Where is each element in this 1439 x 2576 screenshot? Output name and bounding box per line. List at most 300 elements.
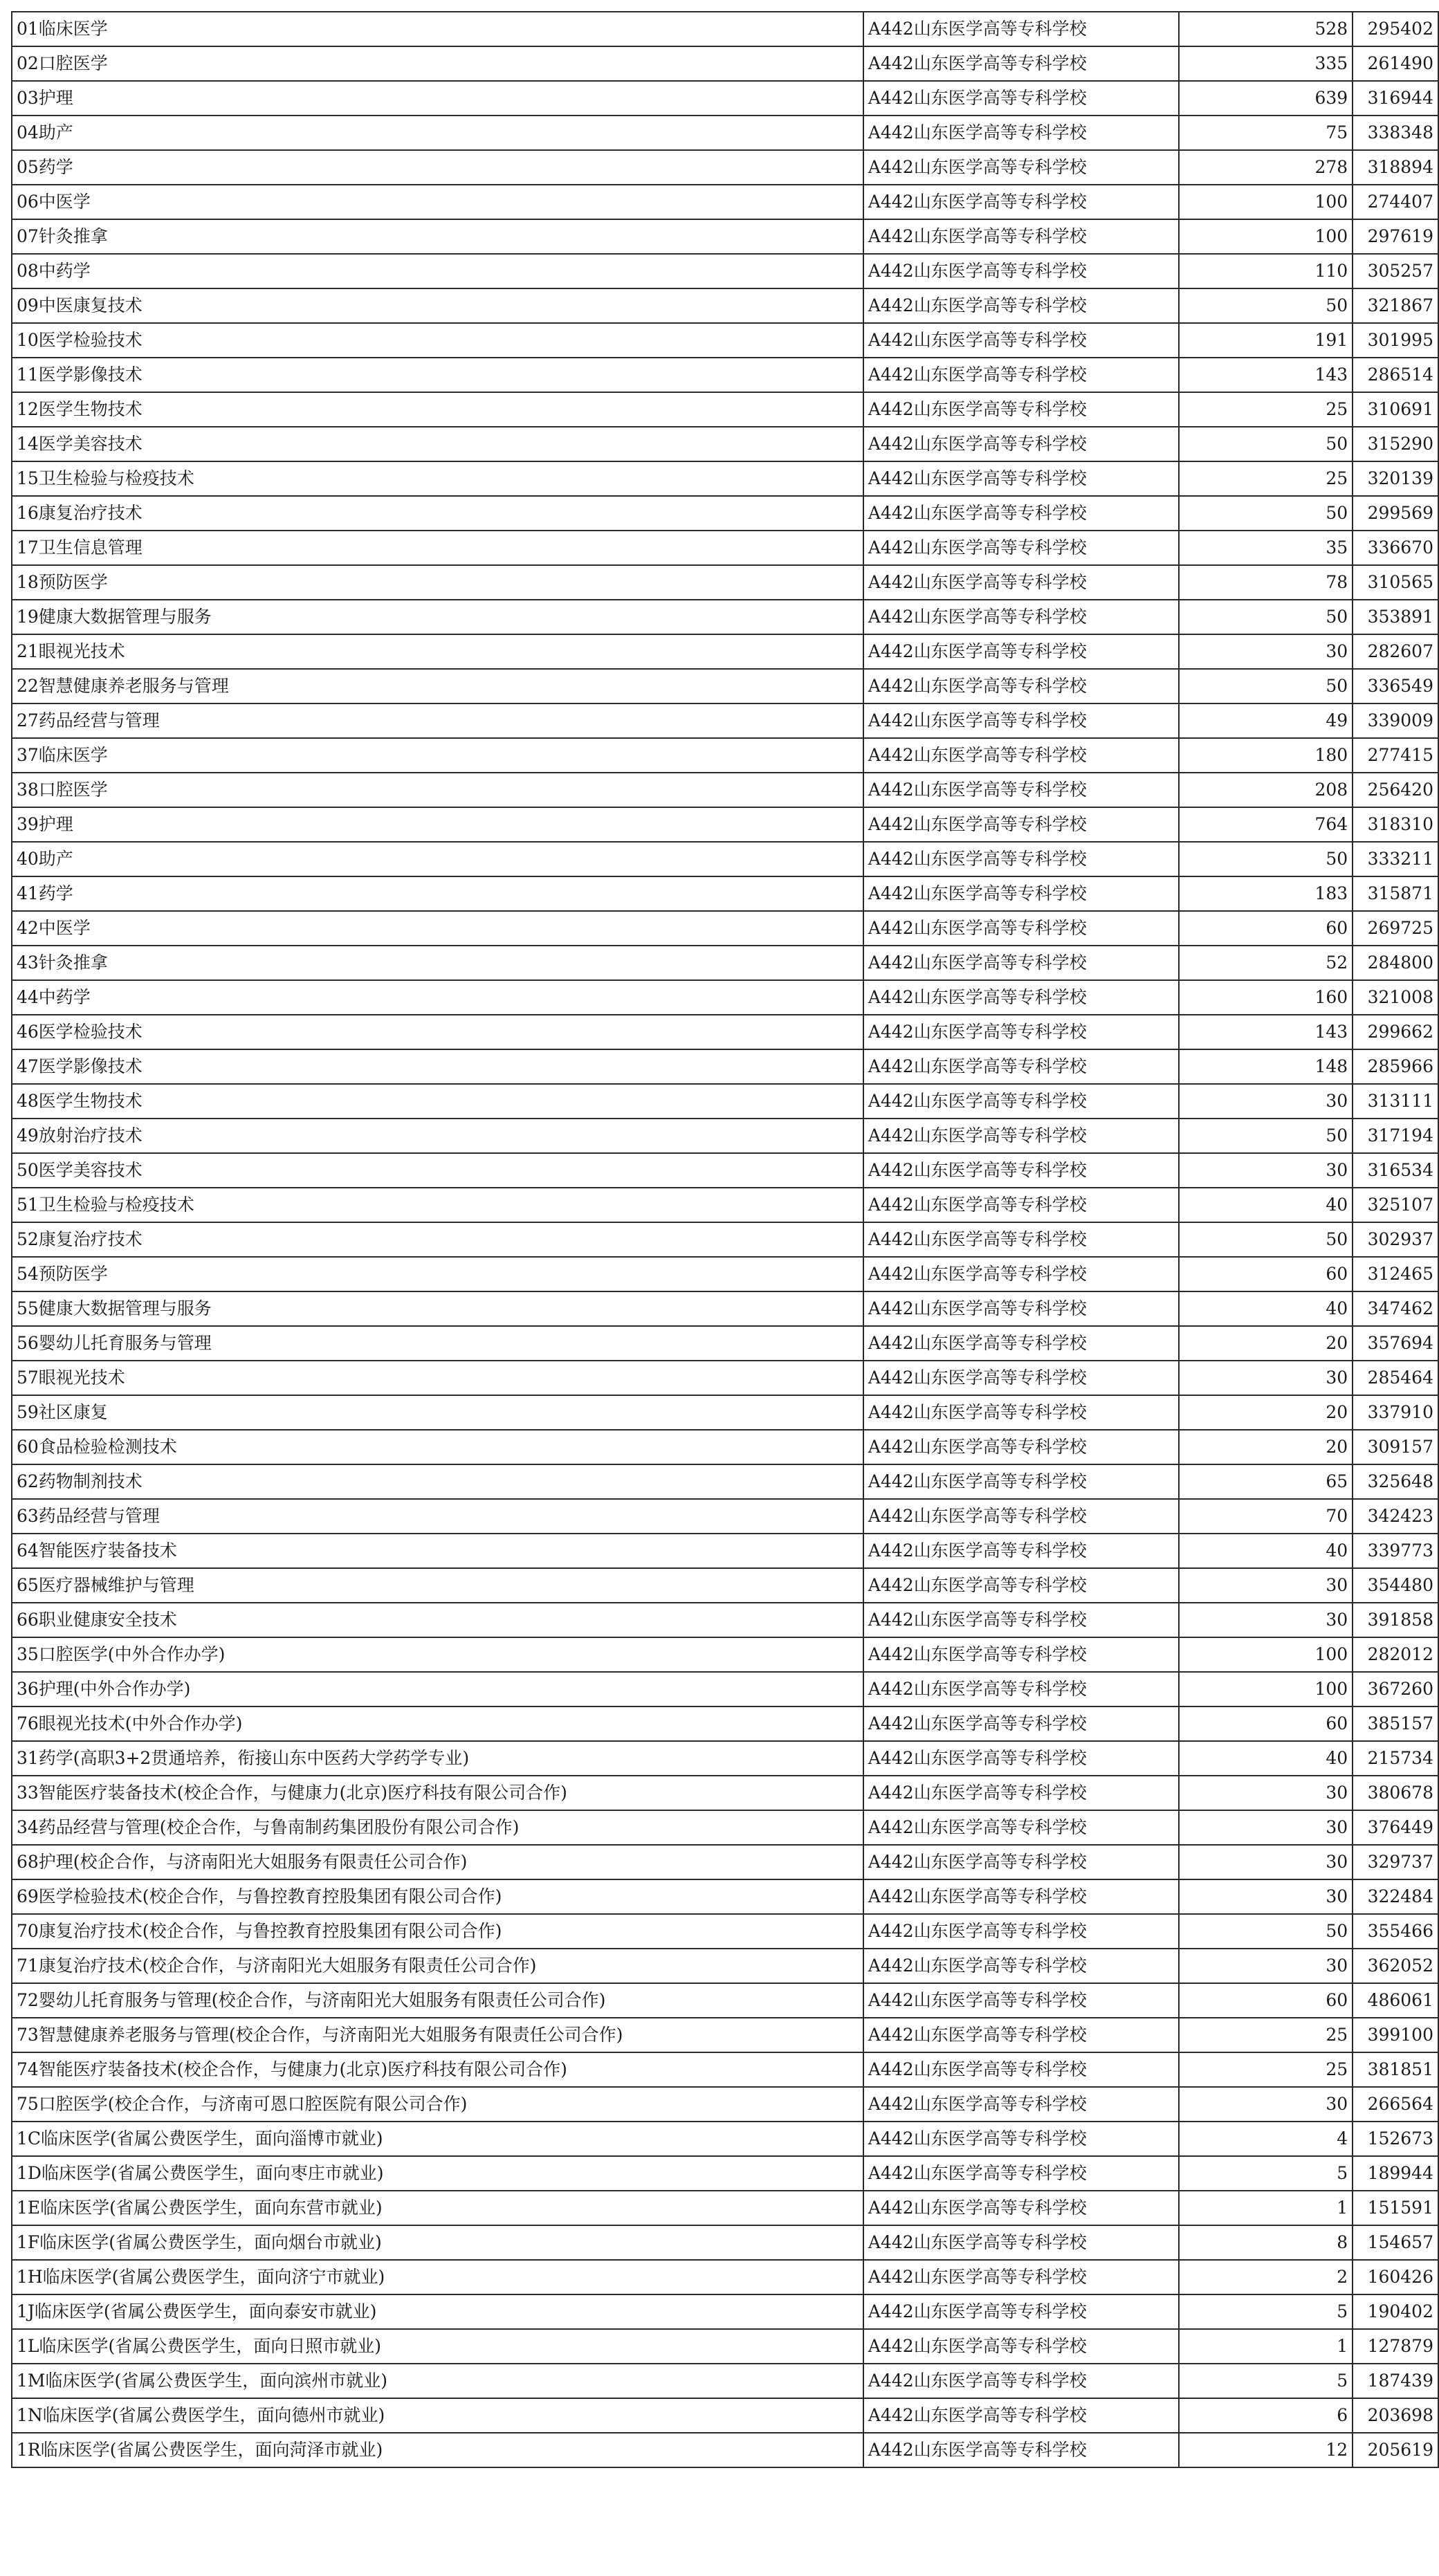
major-cell: 08中药学 — [12, 254, 863, 288]
table-row — [12, 1430, 1438, 1464]
major-cell: 50医学美容技术 — [12, 1153, 863, 1188]
rank-cell: 316534 — [1353, 1153, 1438, 1188]
plan-count-cell: 180 — [1179, 738, 1353, 773]
major-cell: 65医疗器械维护与管理 — [12, 1568, 863, 1603]
table-row — [12, 1776, 1438, 1810]
table-row — [12, 1049, 1438, 1084]
major-cell: 47医学影像技术 — [12, 1049, 863, 1084]
table-row — [12, 12, 1438, 46]
major-cell: 09中医康复技术 — [12, 288, 863, 323]
rank-cell: 301995 — [1353, 323, 1438, 358]
school-cell: A442山东医学高等专科学校 — [863, 392, 1179, 427]
rank-cell: 266564 — [1353, 2087, 1438, 2122]
table-row — [12, 2191, 1438, 2225]
plan-count-cell: 25 — [1179, 2018, 1353, 2052]
rank-cell: 339773 — [1353, 1534, 1438, 1568]
table-row — [12, 150, 1438, 185]
school-cell: A442山东医学高等专科学校 — [863, 1637, 1179, 1672]
school-cell: A442山东医学高等专科学校 — [863, 980, 1179, 1015]
table-row — [12, 946, 1438, 980]
major-cell: 11医学影像技术 — [12, 358, 863, 392]
table-row — [12, 1741, 1438, 1776]
school-cell: A442山东医学高等专科学校 — [863, 531, 1179, 565]
rank-cell: 333211 — [1353, 842, 1438, 876]
rank-cell: 215734 — [1353, 1741, 1438, 1776]
major-cell: 1R临床医学(省属公费医学生，面向菏泽市就业) — [12, 2433, 863, 2467]
plan-count-cell: 30 — [1179, 1949, 1353, 1983]
rank-cell: 284800 — [1353, 946, 1438, 980]
table-row — [12, 842, 1438, 876]
school-cell: A442山东医学高等专科学校 — [863, 1603, 1179, 1637]
plan-count-cell: 52 — [1179, 946, 1353, 980]
table-row — [12, 565, 1438, 600]
school-cell: A442山东医学高等专科学校 — [863, 2364, 1179, 2398]
rank-cell: 154657 — [1353, 2225, 1438, 2260]
table-row — [12, 2052, 1438, 2087]
major-cell: 21眼视光技术 — [12, 634, 863, 669]
plan-count-cell: 335 — [1179, 46, 1353, 81]
rank-cell: 310565 — [1353, 565, 1438, 600]
plan-count-cell: 35 — [1179, 531, 1353, 565]
table-row — [12, 600, 1438, 634]
major-cell: 34药品经营与管理(校企合作，与鲁南制药集团股份有限公司合作) — [12, 1810, 863, 1845]
plan-count-cell: 148 — [1179, 1049, 1353, 1084]
major-cell: 71康复治疗技术(校企合作，与济南阳光大姐服务有限责任公司合作) — [12, 1949, 863, 1983]
rank-cell: 315871 — [1353, 876, 1438, 911]
major-cell: 19健康大数据管理与服务 — [12, 600, 863, 634]
plan-count-cell: 30 — [1179, 2087, 1353, 2122]
school-cell: A442山东医学高等专科学校 — [863, 116, 1179, 150]
school-cell: A442山东医学高等专科学校 — [863, 2294, 1179, 2329]
plan-count-cell: 8 — [1179, 2225, 1353, 2260]
major-cell: 14医学美容技术 — [12, 427, 863, 461]
table-row — [12, 1119, 1438, 1153]
rank-cell: 286514 — [1353, 358, 1438, 392]
school-cell: A442山东医学高等专科学校 — [863, 2398, 1179, 2433]
school-cell: A442山东医学高等专科学校 — [863, 2433, 1179, 2467]
school-cell: A442山东医学高等专科学校 — [863, 1188, 1179, 1222]
school-cell: A442山东医学高等专科学校 — [863, 773, 1179, 807]
plan-count-cell: 12 — [1179, 2433, 1353, 2467]
plan-count-cell: 50 — [1179, 1222, 1353, 1257]
table-row — [12, 496, 1438, 531]
table-row — [12, 1706, 1438, 1741]
school-cell: A442山东医学高等专科学校 — [863, 496, 1179, 531]
rank-cell: 342423 — [1353, 1499, 1438, 1534]
school-cell: A442山东医学高等专科学校 — [863, 738, 1179, 773]
rank-cell: 321867 — [1353, 288, 1438, 323]
school-cell: A442山东医学高等专科学校 — [863, 2087, 1179, 2122]
major-cell: 02口腔医学 — [12, 46, 863, 81]
rank-cell: 385157 — [1353, 1706, 1438, 1741]
table-row — [12, 1291, 1438, 1326]
table-row — [12, 1810, 1438, 1845]
table-row — [12, 2122, 1438, 2156]
table-row — [12, 1534, 1438, 1568]
rank-cell: 486061 — [1353, 1983, 1438, 2018]
major-cell: 44中药学 — [12, 980, 863, 1015]
rank-cell: 325107 — [1353, 1188, 1438, 1222]
admission-table — [11, 11, 1439, 2468]
plan-count-cell: 20 — [1179, 1326, 1353, 1361]
rank-cell: 189944 — [1353, 2156, 1438, 2191]
plan-count-cell: 20 — [1179, 1430, 1353, 1464]
table-row — [12, 81, 1438, 116]
major-cell: 70康复治疗技术(校企合作，与鲁控教育控股集团有限公司合作) — [12, 1914, 863, 1949]
major-cell: 42中医学 — [12, 911, 863, 946]
major-cell: 74智能医疗装备技术(校企合作，与健康力(北京)医疗科技有限公司合作) — [12, 2052, 863, 2087]
major-cell: 07针灸推拿 — [12, 219, 863, 254]
table-row — [12, 2433, 1438, 2467]
school-cell: A442山东医学高等专科学校 — [863, 1706, 1179, 1741]
table-row — [12, 807, 1438, 842]
major-cell: 66职业健康安全技术 — [12, 1603, 863, 1637]
plan-count-cell: 2 — [1179, 2260, 1353, 2294]
major-cell: 05药学 — [12, 150, 863, 185]
plan-count-cell: 20 — [1179, 1395, 1353, 1430]
table-row — [12, 669, 1438, 703]
major-cell: 55健康大数据管理与服务 — [12, 1291, 863, 1326]
rank-cell: 316944 — [1353, 81, 1438, 116]
table-row — [12, 531, 1438, 565]
major-cell: 54预防医学 — [12, 1257, 863, 1291]
plan-count-cell: 30 — [1179, 1568, 1353, 1603]
rank-cell: 305257 — [1353, 254, 1438, 288]
table-row — [12, 461, 1438, 496]
major-cell: 04助产 — [12, 116, 863, 150]
table-row — [12, 116, 1438, 150]
rank-cell: 320139 — [1353, 461, 1438, 496]
plan-count-cell: 50 — [1179, 1914, 1353, 1949]
school-cell: A442山东医学高等专科学校 — [863, 1049, 1179, 1084]
rank-cell: 297619 — [1353, 219, 1438, 254]
rank-cell: 205619 — [1353, 2433, 1438, 2467]
rank-cell: 261490 — [1353, 46, 1438, 81]
major-cell: 17卫生信息管理 — [12, 531, 863, 565]
plan-count-cell: 1 — [1179, 2329, 1353, 2364]
plan-count-cell: 110 — [1179, 254, 1353, 288]
table-row — [12, 703, 1438, 738]
plan-count-cell: 100 — [1179, 185, 1353, 219]
rank-cell: 299662 — [1353, 1015, 1438, 1049]
school-cell: A442山东医学高等专科学校 — [863, 807, 1179, 842]
table-row — [12, 2398, 1438, 2433]
plan-count-cell: 30 — [1179, 1879, 1353, 1914]
plan-count-cell: 50 — [1179, 1119, 1353, 1153]
school-cell: A442山东医学高等专科学校 — [863, 876, 1179, 911]
school-cell: A442山东医学高等专科学校 — [863, 1741, 1179, 1776]
rank-cell: 339009 — [1353, 703, 1438, 738]
plan-count-cell: 25 — [1179, 2052, 1353, 2087]
table-row — [12, 1395, 1438, 1430]
plan-count-cell: 30 — [1179, 1603, 1353, 1637]
major-cell: 69医学检验技术(校企合作，与鲁控教育控股集团有限公司合作) — [12, 1879, 863, 1914]
plan-count-cell: 5 — [1179, 2294, 1353, 2329]
rank-cell: 338348 — [1353, 116, 1438, 150]
school-cell: A442山东医学高等专科学校 — [863, 1084, 1179, 1119]
rank-cell: 347462 — [1353, 1291, 1438, 1326]
major-cell: 16康复治疗技术 — [12, 496, 863, 531]
school-cell: A442山东医学高等专科学校 — [863, 185, 1179, 219]
school-cell: A442山东医学高等专科学校 — [863, 634, 1179, 669]
rank-cell: 336670 — [1353, 531, 1438, 565]
school-cell: A442山东医学高等专科学校 — [863, 946, 1179, 980]
plan-count-cell: 160 — [1179, 980, 1353, 1015]
school-cell: A442山东医学高等专科学校 — [863, 2052, 1179, 2087]
table-row — [12, 2294, 1438, 2329]
table-row — [12, 1015, 1438, 1049]
table-row — [12, 1983, 1438, 2018]
school-cell: A442山东医学高等专科学校 — [863, 254, 1179, 288]
plan-count-cell: 40 — [1179, 1741, 1353, 1776]
table-row — [12, 46, 1438, 81]
plan-count-cell: 50 — [1179, 600, 1353, 634]
school-cell: A442山东医学高等专科学校 — [863, 2191, 1179, 2225]
rank-cell: 367260 — [1353, 1672, 1438, 1706]
school-cell: A442山东医学高等专科学校 — [863, 1672, 1179, 1706]
table-row — [12, 358, 1438, 392]
plan-count-cell: 30 — [1179, 1810, 1353, 1845]
school-cell: A442山东医学高等专科学校 — [863, 2329, 1179, 2364]
major-cell: 18预防医学 — [12, 565, 863, 600]
major-cell: 72婴幼儿托育服务与管理(校企合作，与济南阳光大姐服务有限责任公司合作) — [12, 1983, 863, 2018]
plan-count-cell: 30 — [1179, 1361, 1353, 1395]
rank-cell: 354480 — [1353, 1568, 1438, 1603]
major-cell: 1D临床医学(省属公费医学生，面向枣庄市就业) — [12, 2156, 863, 2191]
rank-cell: 321008 — [1353, 980, 1438, 1015]
rank-cell: 318310 — [1353, 807, 1438, 842]
major-cell: 12医学生物技术 — [12, 392, 863, 427]
plan-count-cell: 143 — [1179, 1015, 1353, 1049]
major-cell: 03护理 — [12, 81, 863, 116]
plan-count-cell: 49 — [1179, 703, 1353, 738]
table-row — [12, 2260, 1438, 2294]
table-row — [12, 1257, 1438, 1291]
table-row — [12, 1672, 1438, 1706]
major-cell: 39护理 — [12, 807, 863, 842]
table-row — [12, 1879, 1438, 1914]
major-cell: 46医学检验技术 — [12, 1015, 863, 1049]
school-cell: A442山东医学高等专科学校 — [863, 1119, 1179, 1153]
major-cell: 56婴幼儿托育服务与管理 — [12, 1326, 863, 1361]
school-cell: A442山东医学高等专科学校 — [863, 1879, 1179, 1914]
plan-count-cell: 50 — [1179, 288, 1353, 323]
rank-cell: 309157 — [1353, 1430, 1438, 1464]
table-row — [12, 1603, 1438, 1637]
plan-count-cell: 75 — [1179, 116, 1353, 150]
major-cell: 01临床医学 — [12, 12, 863, 46]
major-cell: 15卫生检验与检疫技术 — [12, 461, 863, 496]
major-cell: 1H临床医学(省属公费医学生，面向济宁市就业) — [12, 2260, 863, 2294]
plan-count-cell: 60 — [1179, 911, 1353, 946]
school-cell: A442山东医学高等专科学校 — [863, 911, 1179, 946]
plan-count-cell: 40 — [1179, 1291, 1353, 1326]
plan-count-cell: 78 — [1179, 565, 1353, 600]
plan-count-cell: 183 — [1179, 876, 1353, 911]
major-cell: 51卫生检验与检疫技术 — [12, 1188, 863, 1222]
school-cell: A442山东医学高等专科学校 — [863, 427, 1179, 461]
plan-count-cell: 60 — [1179, 1257, 1353, 1291]
school-cell: A442山东医学高等专科学校 — [863, 323, 1179, 358]
rank-cell: 277415 — [1353, 738, 1438, 773]
table-row — [12, 2156, 1438, 2191]
rank-cell: 187439 — [1353, 2364, 1438, 2398]
plan-count-cell: 100 — [1179, 1672, 1353, 1706]
major-cell: 1F临床医学(省属公费医学生，面向烟台市就业) — [12, 2225, 863, 2260]
rank-cell: 302937 — [1353, 1222, 1438, 1257]
table-row — [12, 2018, 1438, 2052]
plan-count-cell: 25 — [1179, 392, 1353, 427]
rank-cell: 362052 — [1353, 1949, 1438, 1983]
school-cell: A442山东医学高等专科学校 — [863, 2225, 1179, 2260]
school-cell: A442山东医学高等专科学校 — [863, 1430, 1179, 1464]
table-row — [12, 2087, 1438, 2122]
school-cell: A442山东医学高等专科学校 — [863, 565, 1179, 600]
plan-count-cell: 65 — [1179, 1464, 1353, 1499]
rank-cell: 318894 — [1353, 150, 1438, 185]
major-cell: 33智能医疗装备技术(校企合作，与健康力(北京)医疗科技有限公司合作) — [12, 1776, 863, 1810]
plan-count-cell: 30 — [1179, 1084, 1353, 1119]
table-row — [12, 1568, 1438, 1603]
rank-cell: 315290 — [1353, 427, 1438, 461]
major-cell: 76眼视光技术(中外合作办学) — [12, 1706, 863, 1741]
rank-cell: 399100 — [1353, 2018, 1438, 2052]
school-cell: A442山东医学高等专科学校 — [863, 1326, 1179, 1361]
major-cell: 1L临床医学(省属公费医学生，面向日照市就业) — [12, 2329, 863, 2364]
table-row — [12, 1637, 1438, 1672]
major-cell: 1E临床医学(省属公费医学生，面向东营市就业) — [12, 2191, 863, 2225]
rank-cell: 285966 — [1353, 1049, 1438, 1084]
plan-count-cell: 764 — [1179, 807, 1353, 842]
table-row — [12, 2364, 1438, 2398]
school-cell: A442山东医学高等专科学校 — [863, 1568, 1179, 1603]
plan-count-cell: 4 — [1179, 2122, 1353, 2156]
table-row — [12, 427, 1438, 461]
table-row — [12, 773, 1438, 807]
table-row — [12, 1361, 1438, 1395]
school-cell: A442山东医学高等专科学校 — [863, 1983, 1179, 2018]
school-cell: A442山东医学高等专科学校 — [863, 2260, 1179, 2294]
school-cell: A442山东医学高等专科学校 — [863, 2018, 1179, 2052]
table-row — [12, 2329, 1438, 2364]
major-cell: 43针灸推拿 — [12, 946, 863, 980]
rank-cell: 190402 — [1353, 2294, 1438, 2329]
rank-cell: 322484 — [1353, 1879, 1438, 1914]
table-row — [12, 980, 1438, 1015]
rank-cell: 285464 — [1353, 1361, 1438, 1395]
school-cell: A442山东医学高等专科学校 — [863, 288, 1179, 323]
major-cell: 48医学生物技术 — [12, 1084, 863, 1119]
school-cell: A442山东医学高等专科学校 — [863, 2122, 1179, 2156]
plan-count-cell: 50 — [1179, 427, 1353, 461]
table-row — [12, 876, 1438, 911]
school-cell: A442山东医学高等专科学校 — [863, 703, 1179, 738]
major-cell: 1N临床医学(省属公费医学生，面向德州市就业) — [12, 2398, 863, 2433]
table-row — [12, 1153, 1438, 1188]
plan-count-cell: 40 — [1179, 1534, 1353, 1568]
table-row — [12, 1084, 1438, 1119]
table-row — [12, 323, 1438, 358]
major-cell: 22智慧健康养老服务与管理 — [12, 669, 863, 703]
plan-count-cell: 278 — [1179, 150, 1353, 185]
school-cell: A442山东医学高等专科学校 — [863, 2156, 1179, 2191]
plan-count-cell: 30 — [1179, 1845, 1353, 1879]
rank-cell: 295402 — [1353, 12, 1438, 46]
rank-cell: 337910 — [1353, 1395, 1438, 1430]
table-row — [12, 288, 1438, 323]
table-row — [12, 1949, 1438, 1983]
rank-cell: 391858 — [1353, 1603, 1438, 1637]
rank-cell: 256420 — [1353, 773, 1438, 807]
plan-count-cell: 50 — [1179, 842, 1353, 876]
rank-cell: 325648 — [1353, 1464, 1438, 1499]
plan-count-cell: 6 — [1179, 2398, 1353, 2433]
school-cell: A442山东医学高等专科学校 — [863, 46, 1179, 81]
plan-count-cell: 25 — [1179, 461, 1353, 496]
rank-cell: 151591 — [1353, 2191, 1438, 2225]
rank-cell: 355466 — [1353, 1914, 1438, 1949]
school-cell: A442山东医学高等专科学校 — [863, 669, 1179, 703]
plan-count-cell: 30 — [1179, 1776, 1353, 1810]
table-row — [12, 738, 1438, 773]
school-cell: A442山东医学高等专科学校 — [863, 150, 1179, 185]
plan-count-cell: 639 — [1179, 81, 1353, 116]
plan-count-cell: 60 — [1179, 1983, 1353, 2018]
table-row — [12, 1499, 1438, 1534]
major-cell: 73智慧健康养老服务与管理(校企合作，与济南阳光大姐服务有限责任公司合作) — [12, 2018, 863, 2052]
school-cell: A442山东医学高等专科学校 — [863, 1015, 1179, 1049]
major-cell: 1J临床医学(省属公费医学生，面向泰安市就业) — [12, 2294, 863, 2329]
plan-count-cell: 5 — [1179, 2364, 1353, 2398]
major-cell: 63药品经营与管理 — [12, 1499, 863, 1534]
table-row — [12, 219, 1438, 254]
table-body — [12, 12, 1438, 2467]
rank-cell: 353891 — [1353, 600, 1438, 634]
plan-count-cell: 143 — [1179, 358, 1353, 392]
major-cell: 49放射治疗技术 — [12, 1119, 863, 1153]
plan-count-cell: 528 — [1179, 12, 1353, 46]
table-row — [12, 634, 1438, 669]
rank-cell: 160426 — [1353, 2260, 1438, 2294]
school-cell: A442山东医学高等专科学校 — [863, 1361, 1179, 1395]
school-cell: A442山东医学高等专科学校 — [863, 1845, 1179, 1879]
rank-cell: 310691 — [1353, 392, 1438, 427]
rank-cell: 282012 — [1353, 1637, 1438, 1672]
rank-cell: 274407 — [1353, 185, 1438, 219]
rank-cell: 376449 — [1353, 1810, 1438, 1845]
plan-count-cell: 50 — [1179, 669, 1353, 703]
rank-cell: 329737 — [1353, 1845, 1438, 1879]
school-cell: A442山东医学高等专科学校 — [863, 12, 1179, 46]
table-row — [12, 1845, 1438, 1879]
major-cell: 1M临床医学(省属公费医学生，面向滨州市就业) — [12, 2364, 863, 2398]
major-cell: 27药品经营与管理 — [12, 703, 863, 738]
school-cell: A442山东医学高等专科学校 — [863, 1534, 1179, 1568]
plan-count-cell: 30 — [1179, 634, 1353, 669]
plan-count-cell: 50 — [1179, 496, 1353, 531]
table-row — [12, 254, 1438, 288]
plan-count-cell: 40 — [1179, 1188, 1353, 1222]
plan-count-cell: 100 — [1179, 219, 1353, 254]
table-row — [12, 392, 1438, 427]
school-cell: A442山东医学高等专科学校 — [863, 358, 1179, 392]
rank-cell: 203698 — [1353, 2398, 1438, 2433]
rank-cell: 269725 — [1353, 911, 1438, 946]
plan-count-cell: 70 — [1179, 1499, 1353, 1534]
school-cell: A442山东医学高等专科学校 — [863, 1776, 1179, 1810]
school-cell: A442山东医学高等专科学校 — [863, 1499, 1179, 1534]
major-cell: 1C临床医学(省属公费医学生，面向淄博市就业) — [12, 2122, 863, 2156]
